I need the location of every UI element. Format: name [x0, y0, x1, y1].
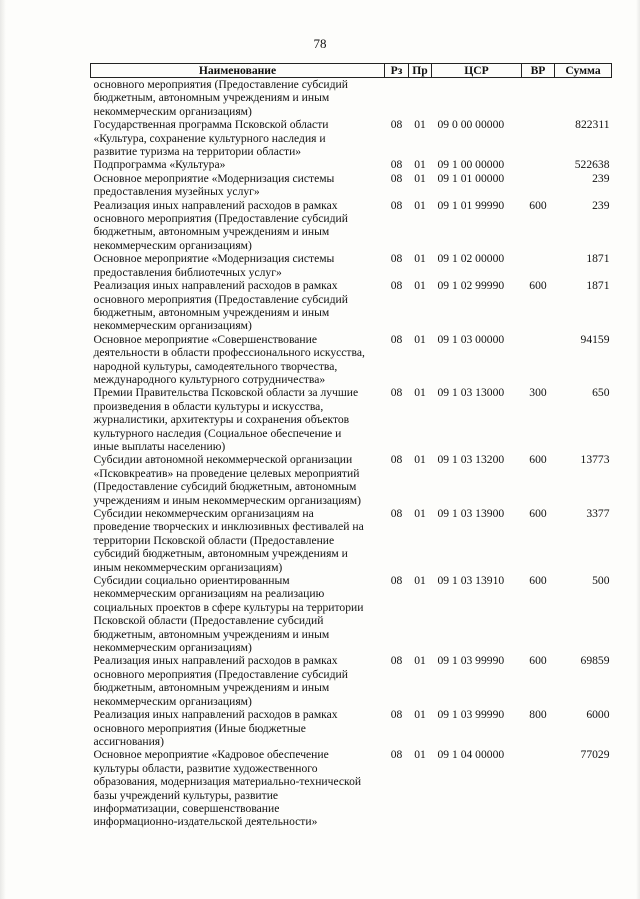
cell-pr: 01	[414, 748, 426, 762]
table-row	[91, 158, 612, 171]
cell-vr: 600	[529, 198, 547, 212]
cell-pr: 01	[414, 574, 426, 588]
cell-name: Реализация иных направлений расходов в рамках основного мероприятия (Предоставление субсидий бюджетным, автономным учреждениям и иным некоммерческим организациям)	[93, 279, 348, 333]
cell-rz: 08	[390, 748, 403, 762]
cell-csr: 09 1 03 13000	[437, 386, 505, 400]
cell-name: Реализация иных направлений расходов в рамках основного мероприятия (Предоставление субсидий бюджетным, автономным учреждениям и иным некоммерческим организациям)	[93, 198, 348, 252]
cell-name: Основное мероприятие «Модернизация системы предоставления музейных услуг»	[93, 171, 335, 199]
scan-edge-right	[636, 0, 640, 899]
header-vr: ВР	[522, 64, 555, 78]
cell-csr: 09 1 01 00000	[437, 171, 505, 185]
cell-sum: 94159	[580, 332, 610, 346]
cell-name: Подпрограмма «Культура»	[93, 158, 226, 172]
cell-csr: 09 1 00 00000	[437, 158, 505, 172]
table-header-row	[91, 64, 612, 78]
cell-sum	[555, 78, 612, 119]
table-row	[91, 708, 612, 748]
cell-pr: 01	[414, 386, 426, 400]
cell-sum: 239	[592, 171, 610, 185]
cell-vr	[522, 118, 555, 158]
table-row	[91, 333, 612, 387]
cell-rz: 08	[390, 386, 403, 400]
cell-sum: 822311	[575, 118, 610, 132]
cell-vr	[522, 333, 555, 387]
table-row	[91, 199, 612, 253]
cell-pr: 01	[414, 332, 426, 346]
cell-sum: 239	[592, 198, 610, 212]
cell-rz: 08	[390, 118, 403, 132]
cell-pr: 01	[414, 453, 426, 467]
header-name: Наименование	[91, 64, 385, 78]
cell-name: Основное мероприятие «Совершенствование деятельности в области профессионального искусства, народной культуры, самодеятельного творчества, международного культурного сотрудничества»	[93, 332, 365, 386]
cell-rz: 08	[390, 332, 403, 346]
cell-vr	[522, 158, 555, 171]
cell-name: Субсидии некоммерческим организациям на проведение творческих и инклюзивных фестивалей на территории Псковской области (Предоставление субсидий бюджетным, автономным учреждениям и иным некоммерческим организациям)	[93, 507, 364, 574]
cell-vr: 600	[529, 453, 547, 467]
cell-name: Субсидии автономной некоммерческой организации «Псковкреатив» на проведение целевых мероприятий (Предоставление субсидий бюджетным, автономным учреждениям и иным некоммерческим организациям)	[93, 453, 361, 507]
cell-rz: 08	[390, 708, 403, 722]
table-row	[91, 78, 612, 119]
cell-rz: 08	[390, 158, 403, 172]
cell-csr: 09 1 03 99990	[437, 708, 505, 722]
cell-csr: 09 1 01 99990	[437, 198, 505, 212]
cell-vr: 600	[529, 507, 547, 520]
table-row	[91, 386, 612, 453]
cell-rz: 08	[390, 252, 403, 266]
cell-vr	[522, 78, 555, 119]
cell-sum: 77029	[580, 748, 610, 762]
header-pr: Пр	[409, 64, 432, 78]
cell-name: Реализация иных направлений расходов в рамках основного мероприятия (Предоставление субсидий бюджетным, автономным учреждениям и иным некоммерческим организациям)	[93, 654, 348, 708]
cell-sum: 69859	[580, 654, 610, 668]
cell-pr: 01	[414, 158, 426, 172]
cell-sum: 3377	[586, 507, 610, 520]
cell-pr: 01	[414, 252, 426, 266]
cell-name: Основное мероприятие «Модернизация системы предоставления библиотечных услуг»	[93, 252, 335, 279]
header-sum: Сумма	[555, 64, 612, 78]
cell-rz: 08	[390, 654, 403, 668]
cell-vr	[522, 748, 555, 828]
header-csr: ЦСР	[432, 64, 522, 78]
budget-table	[90, 63, 612, 829]
cell-vr: 600	[529, 654, 547, 668]
cell-csr	[432, 78, 522, 119]
table-row	[91, 279, 612, 333]
cell-csr: 09 1 03 13900	[437, 507, 505, 520]
cell-sum: 1871	[586, 279, 610, 293]
table-body	[91, 78, 612, 829]
cell-rz: 08	[390, 171, 403, 185]
cell-rz: 08	[390, 507, 403, 520]
cell-vr: 600	[529, 279, 547, 293]
cell-vr	[522, 252, 555, 279]
cell-name: Основное мероприятие «Кадровое обеспечение культуры области, развитие художественного образования, модернизация материально-технической базы учреждений культуры, развитие информатизации, совершенствование информационно-издательской деятельности»	[93, 748, 362, 829]
scan-edge-left	[0, 0, 6, 899]
cell-sum: 6000	[586, 708, 610, 722]
cell-pr: 01	[414, 198, 426, 212]
cell-sum: 500	[592, 574, 610, 588]
cell-name: Реализация иных направлений расходов в рамках основного мероприятия (Иные бюджетные ассигнования)	[93, 708, 338, 748]
cell-pr: 01	[414, 708, 426, 722]
cell-name: Премии Правительства Псковской области за лучшие произведения в области культуры и искусства, журналистики, архитектуры и сохранения объектов культурного наследия (Социальное обеспечение и иные выплаты населению)	[93, 386, 359, 453]
cell-rz: 08	[390, 198, 403, 212]
cell-name: основного мероприятия (Предоставление субсидий бюджетным, автономным учреждениям и иным некоммерческим организациям)	[93, 78, 348, 118]
cell-vr	[522, 172, 555, 199]
cell-csr: 09 1 03 00000	[437, 332, 505, 346]
cell-vr: 600	[529, 574, 547, 588]
cell-sum: 650	[592, 386, 610, 400]
cell-csr: 09 1 02 99990	[437, 279, 505, 293]
table-row	[91, 748, 612, 828]
cell-vr: 800	[529, 708, 547, 722]
cell-csr: 09 1 03 13910	[437, 574, 505, 588]
cell-pr: 01	[414, 507, 426, 520]
cell-csr: 09 1 04 00000	[437, 748, 505, 762]
cell-pr	[409, 78, 432, 119]
table-row	[91, 172, 612, 199]
cell-sum: 522638	[574, 158, 610, 172]
cell-sum: 13773	[580, 453, 610, 467]
table-row	[91, 574, 612, 654]
cell-pr: 01	[414, 279, 426, 293]
table-row	[91, 252, 612, 279]
cell-csr: 09 0 00 00000	[437, 118, 505, 132]
cell-csr: 09 1 02 00000	[437, 252, 505, 266]
cell-rz	[385, 78, 409, 119]
cell-rz: 08	[390, 279, 403, 293]
cell-rz: 08	[390, 574, 403, 588]
cell-pr: 01	[414, 118, 426, 132]
table-row	[91, 118, 612, 158]
page-number: 78	[313, 36, 327, 51]
cell-csr: 09 1 03 13200	[437, 453, 505, 467]
cell-vr: 300	[529, 386, 547, 400]
cell-pr: 01	[414, 171, 426, 185]
table-row	[91, 507, 612, 574]
table-row	[91, 453, 612, 507]
cell-name: Субсидии социально ориентированным некоммерческим организациям на реализацию социальных проектов в сфере культуры на территории Псковской области (Предоставление субсидий бюджетным, автономным учреждениям и иным некоммерческим организациям)	[93, 574, 364, 655]
cell-sum: 1871	[586, 252, 610, 266]
cell-pr: 01	[414, 654, 426, 668]
table-row	[91, 654, 612, 708]
cell-name: Государственная программа Псковской области «Культура, сохранение культурного наследия и развитие туризма на территории области»	[93, 118, 329, 159]
cell-rz: 08	[390, 453, 403, 467]
header-rz: Рз	[385, 64, 409, 78]
cell-csr: 09 1 03 99990	[437, 654, 505, 668]
